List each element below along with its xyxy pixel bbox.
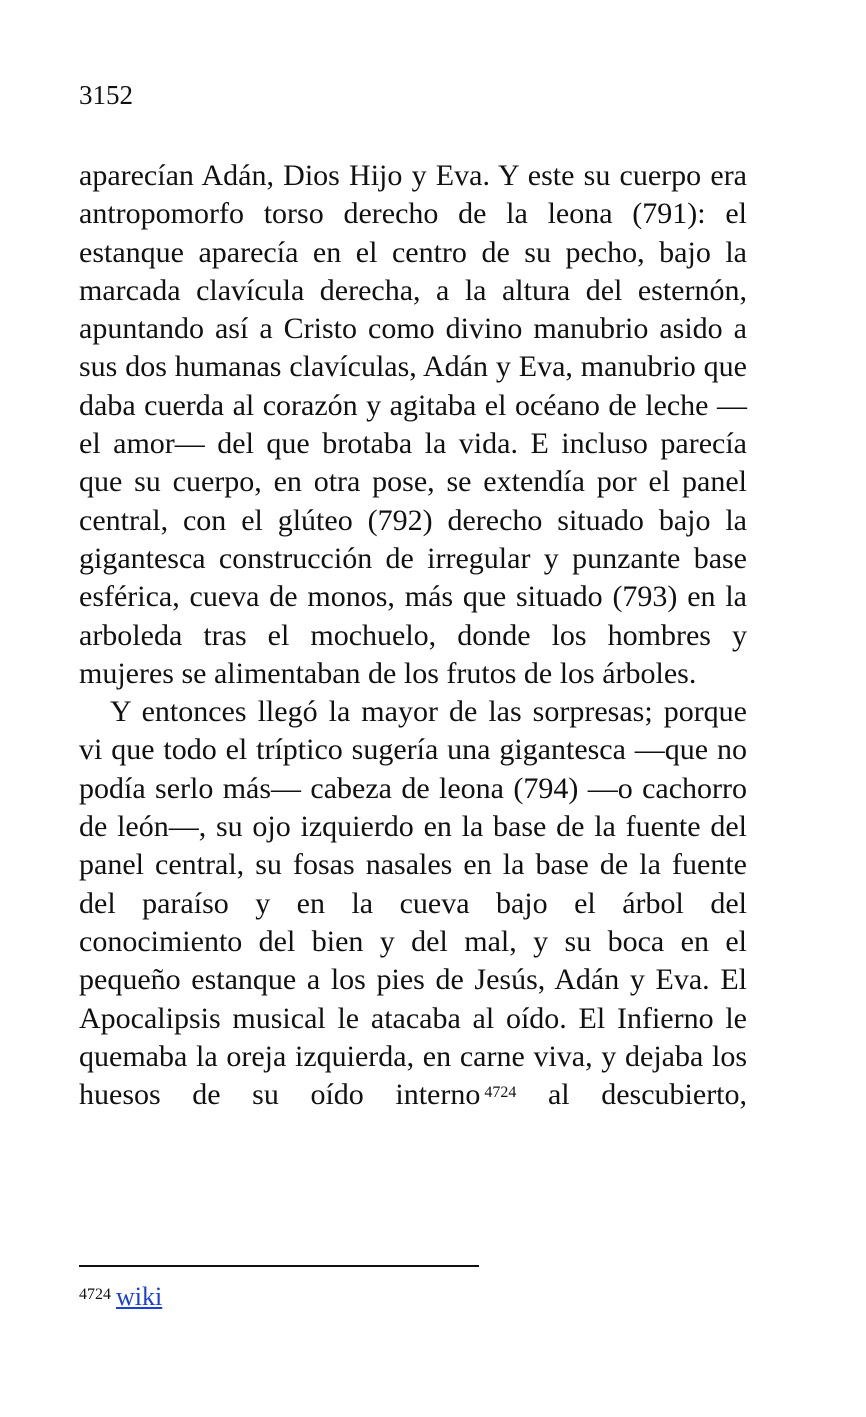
footnote-separator	[79, 1265, 479, 1267]
paragraph-text: Y entonces llegó la mayor de las sorpresas; porque vi que todo el tríptico sugería una gigantesca —que no podía serlo más— cabeza de leona (794) —o cachorro de león—, su ojo izquierdo en la base de la fuente del panel central, su fosas nasales en la base de la fuente del paraíso y en la cueva bajo el árbol del conocimiento del bien y del mal, y su boca en el pequeño estanque a los pies de Jesús, Adán y Eva. El Apocalipsis musical le atacaba al oído. El Infierno le quemaba la oreja izquierda, en carne viva, y dejaba los huesos de su oído interno	[79, 695, 747, 1112]
footnote	[79, 1280, 162, 1314]
body-text	[79, 157, 747, 1114]
page-number: 3152	[79, 80, 133, 110]
paragraph-text-tail: al descubierto,	[547, 1078, 748, 1112]
paragraph: aparecían Adán, Dios Hijo y Eva. Y este su cuerpo era antropomorfo torso derecho de la leona (791): el estanque aparecía en el centro de su pecho, bajo la marcada clavícula derecha, a la altura del esternón, apuntando así a Cristo como divino manubrio asido a sus dos humanas clavículas, Adán y Eva, manubrio que daba cuerda al corazón y agitaba el océano de leche —el amor— del que brotaba la vida. E incluso parecía que su cuerpo, en otra pose, se extendía por el panel central, con el glúteo (792) derecho situado bajo la gigantesca construcción de irregular y punzante base esférica, cueva de monos, más que situado (793) en la arboleda tras el mochuelo, donde los hombres y mujeres se alimentaban de los frutos de los árboles.	[79, 159, 747, 690]
footnote-link[interactable]: wiki	[116, 1282, 163, 1311]
footnote-reference[interactable]: 4724	[484, 1084, 517, 1102]
footnote-number: 4724	[79, 1286, 111, 1303]
paragraph	[79, 693, 747, 1114]
